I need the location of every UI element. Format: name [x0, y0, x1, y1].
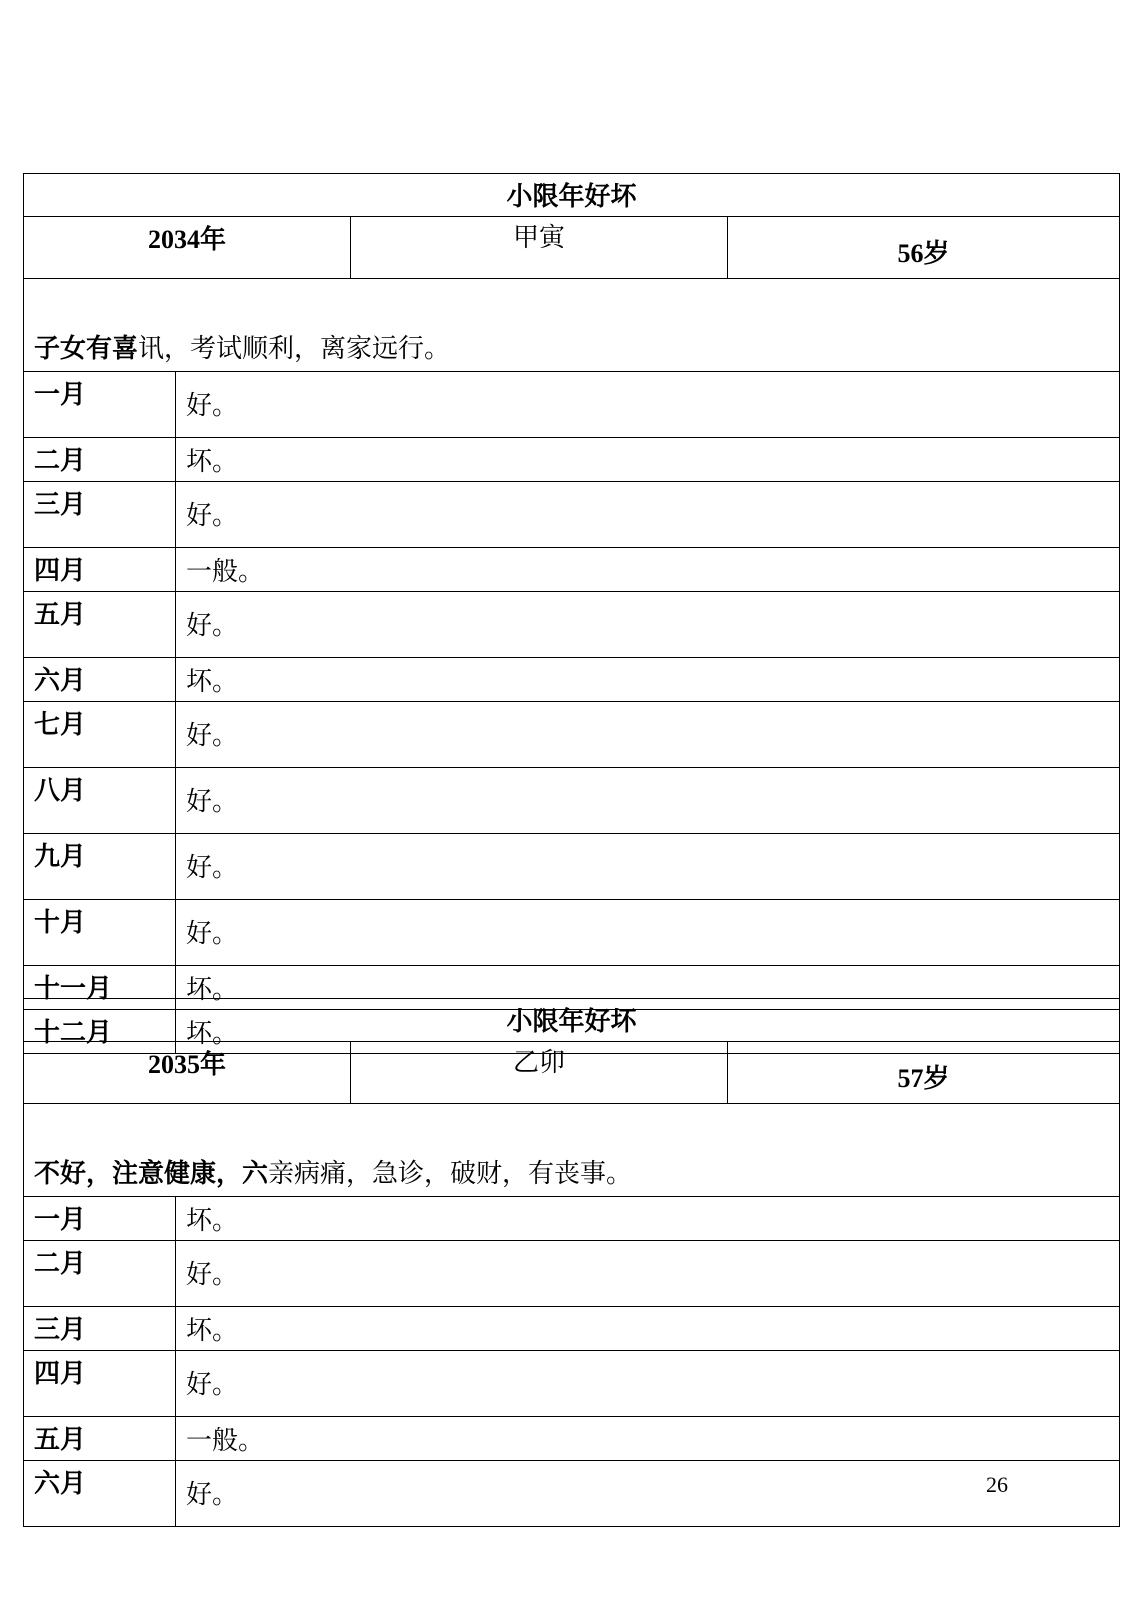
month-name: 三月 [24, 482, 176, 548]
month-row [24, 482, 1120, 548]
summary-text: 讯，考试顺利，离家远行。 [138, 334, 451, 364]
month-value: 坏。 [176, 658, 1120, 702]
month-value: 坏。 [176, 1010, 1120, 1054]
month-value: 坏。 [176, 438, 1120, 482]
table-title: 小限年好坏 [24, 174, 1120, 217]
summary-bold-text: 子女有喜 [34, 334, 139, 364]
month-row [24, 768, 1120, 834]
month-value: 好。 [176, 1461, 1120, 1527]
page-number: 26 [986, 1472, 1008, 1497]
month-row [24, 702, 1120, 768]
year-summary [24, 1104, 1120, 1197]
ganzhi-cell: 甲寅 [351, 217, 728, 279]
month-name: 四月 [24, 1351, 176, 1417]
summary-bold-text: 不好，注意健康，六 [34, 1159, 269, 1189]
month-value: 好。 [176, 1351, 1120, 1417]
month-value: 好。 [176, 372, 1120, 438]
month-row [24, 548, 1120, 592]
table-title: 小限年好坏 [24, 999, 1120, 1042]
month-name: 三月 [24, 1307, 176, 1351]
fortune-table-2034 [23, 173, 1119, 1054]
month-value: 坏。 [176, 966, 1120, 1010]
age-cell: 56岁 [728, 217, 1120, 279]
month-name: 五月 [24, 592, 176, 658]
year-cell: 2035年 [24, 1042, 351, 1104]
year-cell: 2034年 [24, 217, 351, 279]
month-name: 一月 [24, 372, 176, 438]
month-name: 十二月 [24, 1010, 176, 1054]
month-row [24, 900, 1120, 966]
month-name: 一月 [24, 1197, 176, 1241]
month-value: 一般。 [176, 548, 1120, 592]
month-row [24, 592, 1120, 658]
month-row [24, 1461, 1120, 1527]
month-value: 好。 [176, 834, 1120, 900]
month-name: 四月 [24, 548, 176, 592]
month-name: 六月 [24, 658, 176, 702]
month-value: 好。 [176, 768, 1120, 834]
month-value: 一般。 [176, 1417, 1120, 1461]
month-row [24, 1241, 1120, 1307]
ganzhi-cell: 乙卯 [351, 1042, 728, 1104]
month-value: 好。 [176, 1241, 1120, 1307]
month-row [24, 834, 1120, 900]
month-row [24, 438, 1120, 482]
month-name: 二月 [24, 438, 176, 482]
month-value: 好。 [176, 592, 1120, 658]
month-name: 二月 [24, 1241, 176, 1307]
month-value: 坏。 [176, 1307, 1120, 1351]
month-value: 好。 [176, 900, 1120, 966]
month-name: 六月 [24, 1461, 176, 1527]
month-name: 七月 [24, 702, 176, 768]
month-row [24, 1197, 1120, 1241]
year-summary [24, 279, 1120, 372]
month-value: 坏。 [176, 1197, 1120, 1241]
age-cell: 57岁 [728, 1042, 1120, 1104]
month-row [24, 1307, 1120, 1351]
month-row [24, 658, 1120, 702]
yearly-fortune-table [23, 998, 1120, 1527]
month-name: 九月 [24, 834, 176, 900]
month-value: 好。 [176, 482, 1120, 548]
fortune-table-2035 [23, 998, 1119, 1527]
yearly-fortune-table [23, 173, 1120, 1054]
summary-text: 亲病痛，急诊，破财，有丧事。 [268, 1159, 633, 1189]
month-name: 十一月 [24, 966, 176, 1010]
month-row [24, 372, 1120, 438]
month-name: 五月 [24, 1417, 176, 1461]
month-name: 八月 [24, 768, 176, 834]
month-row [24, 1417, 1120, 1461]
month-name: 十月 [24, 900, 176, 966]
month-value: 好。 [176, 702, 1120, 768]
month-row [24, 1351, 1120, 1417]
